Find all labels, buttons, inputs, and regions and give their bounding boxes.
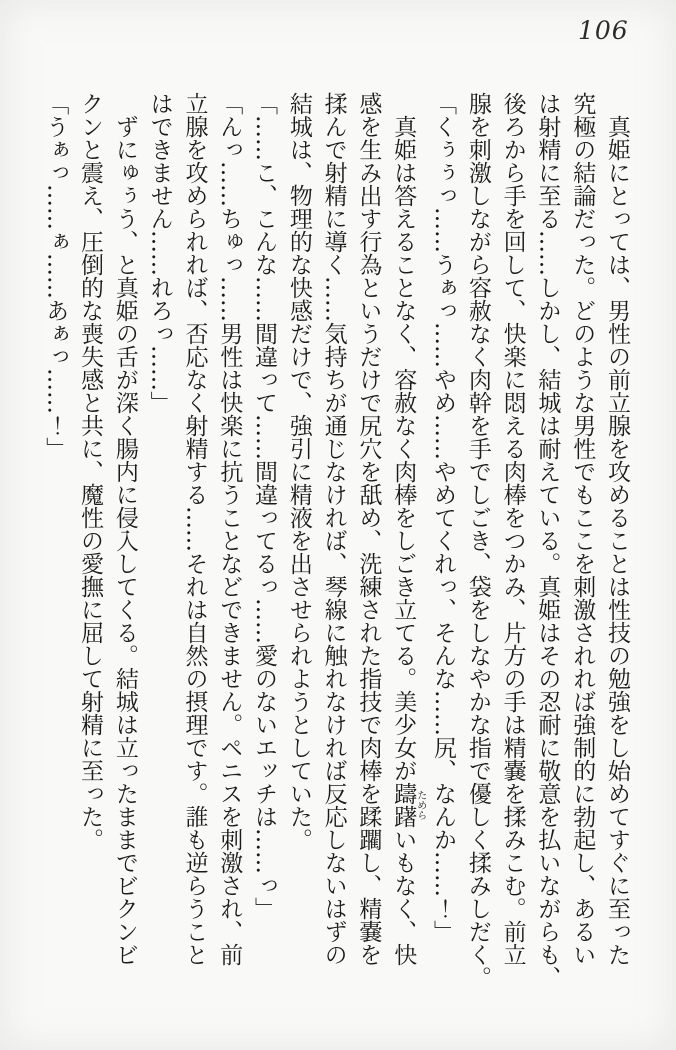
text-line: 「くぅぅっ……うぁっ……やめ……やめてくれっ、そんな……尻、なんか……！」 — [430, 92, 457, 943]
text-line: はできません……れろっ……」 — [146, 92, 173, 414]
text-line: 「んっ……ちゅっ……男性は快楽に抗うことなどできません。ペニスを刺激され、前 — [216, 92, 243, 966]
text-line: 結城は、物理的な快感だけで、強引に精液を出させられようとしていた。 — [285, 92, 312, 851]
line-text: いもなく、快 — [390, 828, 417, 966]
line-text: 真姫は答えることなく、容赦なく肉棒をしごき立てる。美少女が — [390, 92, 417, 782]
text-line: 感を生み出す行為というだけで尻穴を舐め、洗練された指技で肉棒を蹂躙し、精嚢を — [355, 92, 382, 966]
text-line: は射精に至る……しかし、結城は耐えている。真姫はその忍耐に敬意を払いながらも、 — [534, 92, 561, 989]
text-line: 究極の結論だった。どのような男性でもここを刺激されれば強制的に勃起し、あるい — [569, 92, 596, 966]
text-line: 立腺を攻められれば、否応なく射精する……それは自然の摂理です。誰も逆らうこと — [181, 92, 208, 966]
text-line: クンと震え、圧倒的な喪失感と共に、魔性の愛撫に屈して射精に至った。 — [77, 92, 104, 851]
ruby-text: ためら — [414, 782, 426, 828]
text-line: 腺を刺激しながら容赦なく肉幹を手でしごき、袋をしなやかな指で優しく揉みしだく。 — [464, 92, 491, 989]
ruby-base: 躊躇 — [390, 782, 417, 828]
page-number: 106 — [578, 16, 629, 45]
text-line: 揉んで射精に導く……気持ちが通じなければ、琴線に触れなければ反応しないはずの — [320, 92, 347, 966]
text-line — [385, 92, 425, 984]
text-line: 「うぁっ……ぁ……あぁっ……！」 — [42, 92, 69, 460]
text-line: 後ろから手を回して、快楽に悶える肉棒をつかみ、片方の手は精嚢を揉みこむ。前立 — [499, 92, 526, 966]
text-block — [37, 92, 634, 989]
ruby-word — [390, 782, 426, 828]
text-line: 「……こ、こんな……間違って……間違ってるっ……愛のないエッチは……っ」 — [251, 92, 278, 920]
text-line: 真姫にとっては、男性の前立腺を攻めることは性技の勉強をし始めてすぐに至った — [604, 92, 630, 966]
text-line: ずにゅぅう、と真姫の舌が深く腸内に侵入してくる。結城は立ったままでビクンビ — [111, 92, 138, 966]
